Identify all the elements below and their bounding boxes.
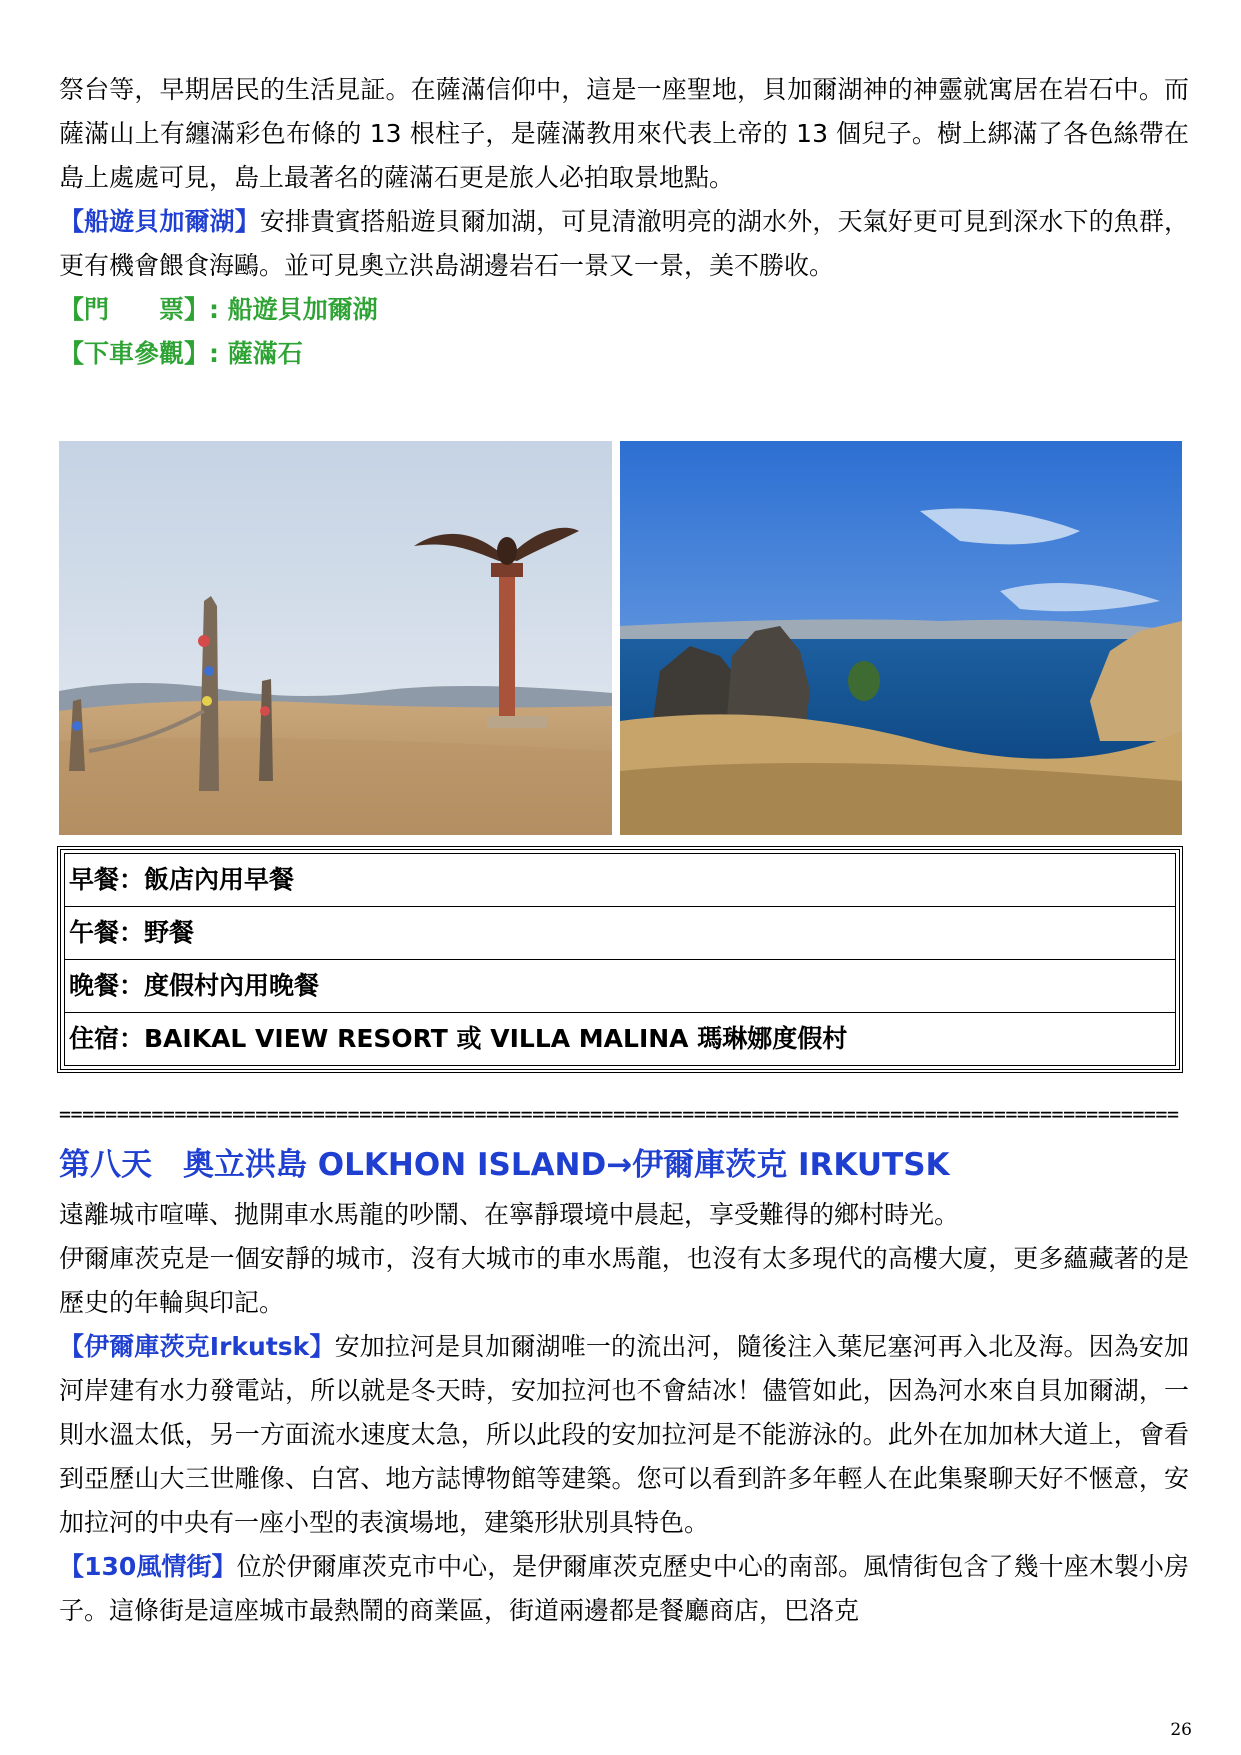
meals-table bbox=[57, 846, 1183, 1073]
visit-line: 【下車參觀】: 薩滿石 bbox=[59, 339, 303, 368]
shaman-rock-photo bbox=[620, 441, 1182, 835]
irkutsk-paragraph bbox=[59, 1325, 1189, 1545]
page-number: 26 bbox=[1170, 1720, 1192, 1740]
day8-paragraph-2: 伊爾庫茨克是一個安靜的城市，沒有大城市的車水馬龍，也沒有太多現代的高樓大廈，更多蘊藏著的是歷史的年輪與印記。 bbox=[59, 1244, 1189, 1317]
intro-section bbox=[59, 68, 1189, 376]
shaman-poles-photo bbox=[59, 441, 612, 835]
street-text: 位於伊爾庫茨克市中心，是伊爾庫茨克歷史中心的南部。風情街包含了幾十座木製小房子。這條街是這座城市最熱鬧的商業區，街道兩邊都是餐廳商店，巴洛克 bbox=[59, 1552, 1189, 1625]
irkutsk-heading: 【伊爾庫茨克Irkutsk】 bbox=[59, 1332, 335, 1361]
irkutsk-text: 安加拉河是貝加爾湖唯一的流出河，隨後注入葉尼塞河再入北及海。因為安加河岸建有水力發電站，所以就是冬天時，安加拉河也不會結冰！儘管如此，因為河水來自貝加爾湖，一則水溫太低，另一方面流水速度太急，所以此段的安加拉河是不能游泳的。此外在加加林大道上，會看到亞歷山大三世雕像、白宮、地方誌博物館等建築。您可以看到許多年輕人在此集聚聊天好不愜意，安加拉河的中央有一座小型的表演場地，建築形狀別具特色。 bbox=[59, 1332, 1189, 1537]
photo-row bbox=[59, 441, 1182, 835]
street-paragraph bbox=[59, 1545, 1189, 1633]
boat-text: 安排貴賓搭船遊貝爾加湖，可見清澈明亮的湖水外，天氣好更可見到深水下的魚群，更有機會餵食海鷗。並可見奧立洪島湖邊岩石一景又一景，美不勝收。 bbox=[59, 207, 1189, 280]
breakfast-row: 早餐：飯店內用早餐 bbox=[65, 854, 1175, 907]
ticket-line: 【門 票】: 船遊貝加爾湖 bbox=[59, 295, 378, 324]
day8-paragraph-1: 遠離城市喧嘩、拋開車水馬龍的吵鬧、在寧靜環境中晨起，享受難得的鄉村時光。 bbox=[59, 1200, 960, 1229]
day8-section bbox=[59, 1193, 1189, 1633]
accommodation-row: 住宿：BAIKAL VIEW RESORT 或 VILLA MALINA 瑪琳娜度假村 bbox=[69, 1024, 848, 1053]
lunch-row: 午餐：野餐 bbox=[65, 907, 1175, 960]
boat-heading: 【船遊貝加爾湖】 bbox=[59, 207, 260, 236]
boat-paragraph bbox=[59, 200, 1189, 288]
intro-paragraph: 祭台等，早期居民的生活見証。在薩滿信仰中，這是一座聖地，貝加爾湖神的神靈就寓居在岩石中。而薩滿山上有纏滿彩色布條的 13 根柱子，是薩滿教用來代表上帝的 13 個兒子。樹上綁滿了各色絲帶在島上處處可見，島上最著名的薩滿石更是旅人必拍取景地點。 bbox=[59, 75, 1189, 192]
day8-title: 第八天 奧立洪島 OLKHON ISLAND→伊爾庫茨克 IRKUTSK bbox=[59, 1147, 950, 1183]
dinner-row: 晚餐：度假村內用晚餐 bbox=[65, 960, 1175, 1013]
street-heading: 【130風情街】 bbox=[59, 1552, 237, 1581]
section-separator: ================================================================================================= bbox=[59, 1102, 1179, 1126]
